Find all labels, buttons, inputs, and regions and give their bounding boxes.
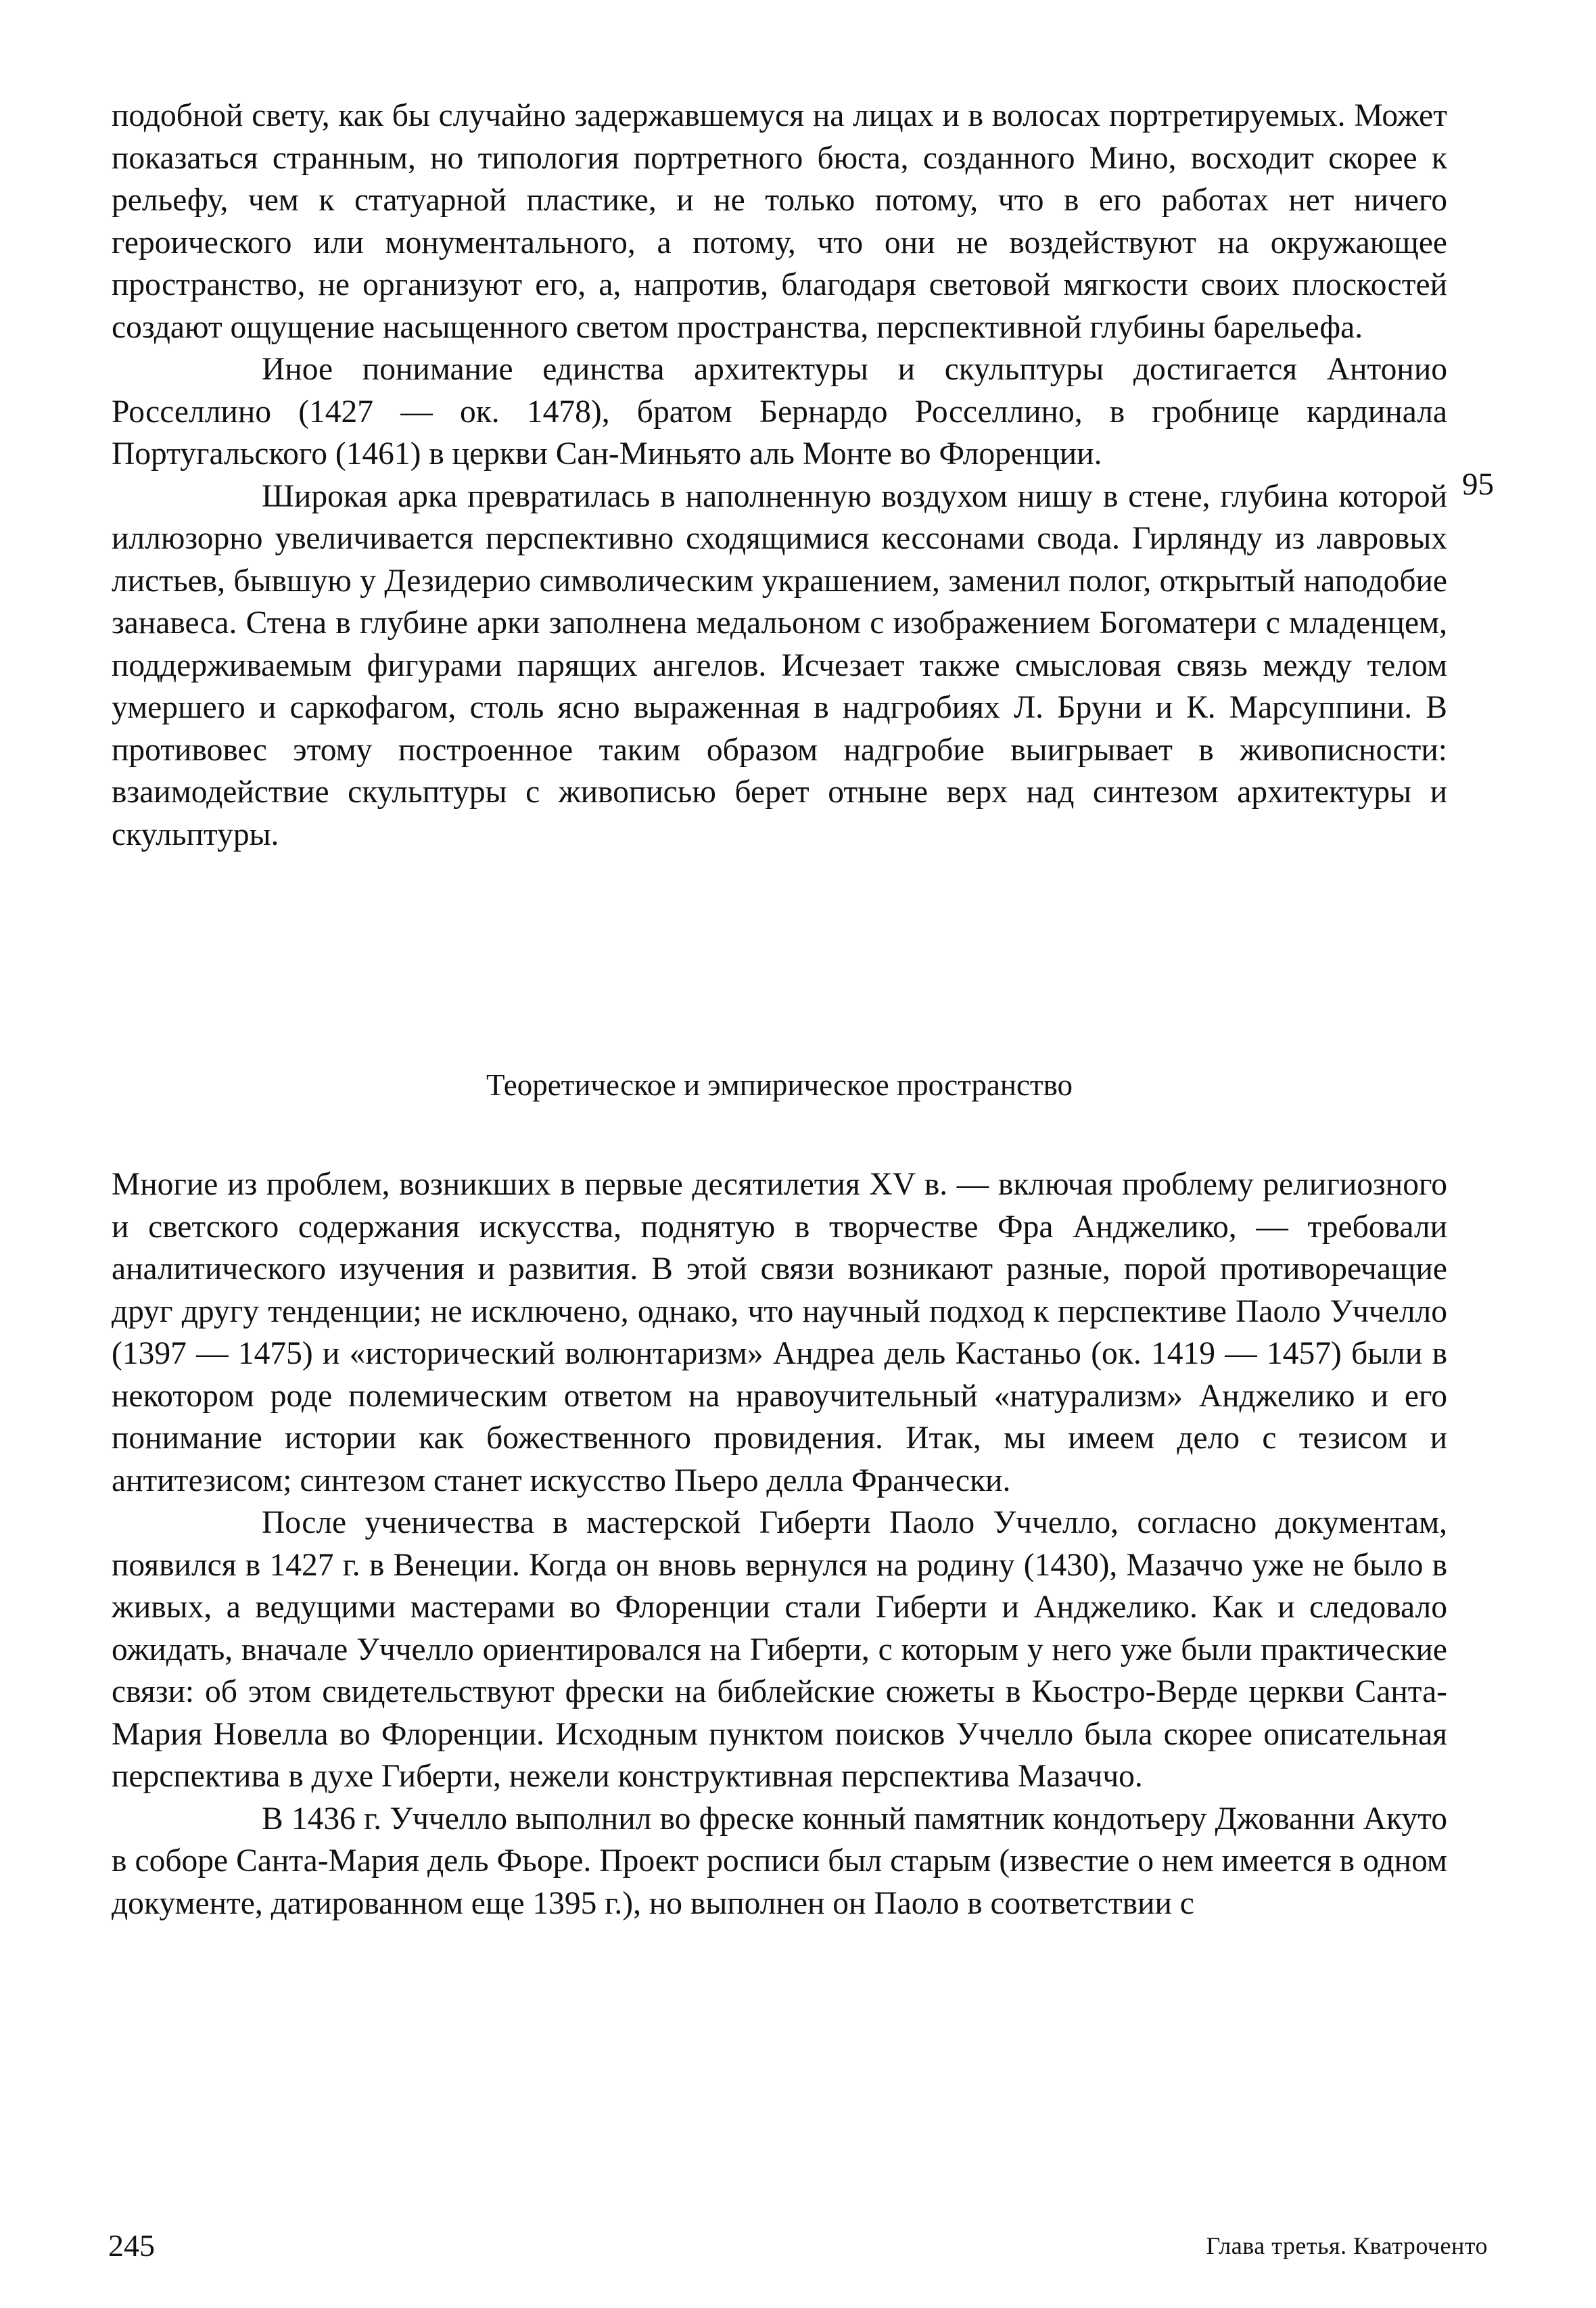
page-number: 245	[108, 2228, 155, 2263]
paragraph-uccello-apprenticeship: После ученичества в мастерской Гиберти Паоло Уччелло, согласно документам, появился в 1427 г. в Венеции. Когда он вновь вернулся на родину (1430), Мазаччо уже не было в живых, а ведущими мастерами во Флоренции стали Гиберти и Анджелико. Как и следовало ожидать, вначале Уччелло ориентировался на Гиберти, с которым у него уже были практические связи: об этом свидетельствуют фрески на библейские сюжеты в Кьостро-Верде церкви Санта-Мария Новелла во Флоренции. Исходным пунктом поисков Уччелло была скорее описательная перспектива в духе Гиберти, нежели конструктивная перспектива Мазаччо.	[112, 1505, 1447, 1794]
paragraph-problems: Многие из проблем, возникших в первые десятилетия XV в. — включая проблему религиозного и светского содержания искусства, поднятую в творчестве Фра Анджелико, — требовали аналитического изучения и развития. В этой связи возникают разные, порой противоречащие друг другу тенденции; не исключено, однако, что научный подход к перспективе Паоло Уччелло (1397 — 1475) и «исторический волюнтаризм» Андреа дель Кастаньо (ок. 1419 — 1457) были в некотором роде полемическим ответом на нравоучительный «натурализм» Анджелико и его понимание истории как божественного провидения. Итак, мы имеем дело с тезисом и антитезисом; синтезом станет искусство Пьеро делла Франчески.	[112, 1167, 1447, 1498]
paragraph-arch-niche: Широкая арка превратилась в наполненную воздухом нишу в стене, глубина которой иллюзорно увеличивается перспективно сходящимися кессонами свода. Гирлянду из лавровых листьев, бывшую у Дезидерио символическим украшением, заменил полог, открытый наподобие занавеса. Стена в глубине арки заполнена медальоном с изображением Богоматери с младенцем, поддерживаемым фигурами парящих ангелов. Исчезает также смысловая связь между телом умершего и саркофагом, столь ясно выраженная в надгробиях Л. Бруни и К. Марсуппини. В противовес этому построенное таким образом надгробие выигрывает в живописности: взаимодействие скульптуры с живописью берет отныне верх над синтезом архитектуры и скульптуры.	[112, 478, 1447, 852]
paragraph-portrait-bust: подобной свету, как бы случайно задержавшемуся на лицах и в волосах портретируемых. Может показаться странным, но типология портретного бюста, созданного Мино, восходит скорее к рельефу, чем к статуарной пластике, и не только потому, что в его работах нет ничего героического или монументального, а потому, что они не воздействуют на окружающее пространство, не организуют его, а, напротив, благодаря световой мягкости своих плоскостей создают ощущение насыщенного светом пространства, перспективной глубины барельефа.	[112, 98, 1447, 345]
margin-reference-number: 95	[1462, 467, 1494, 502]
paragraph-rossellino: Иное понимание единства архитектуры и скульптуры достигается Антонио Росселлино (1427 — ок. 1478), братом Бернардо Росселлино, в гробнице кардинала Португальского (1461) в церкви Сан-Миньято аль Монте во Флоренции.	[112, 352, 1447, 471]
paragraph-uccello-fresco: В 1436 г. Уччелло выполнил во фреске конный памятник кондотьеру Джованни Акуто в соборе Санта-Мария дель Фьоре. Проект росписи был старым (известие о нем имеется в одном документе, датированном еще 1395 г.), но выполнен он Паоло в соответствии с	[112, 1801, 1447, 1921]
section-heading: Теоретическое и эмпирическое пространство	[486, 1068, 1073, 1102]
running-footer-chapter: Глава третья. Кватроченто	[1206, 2232, 1488, 2259]
text-block-top	[112, 95, 1447, 856]
text-block-bottom	[112, 1163, 1447, 1924]
